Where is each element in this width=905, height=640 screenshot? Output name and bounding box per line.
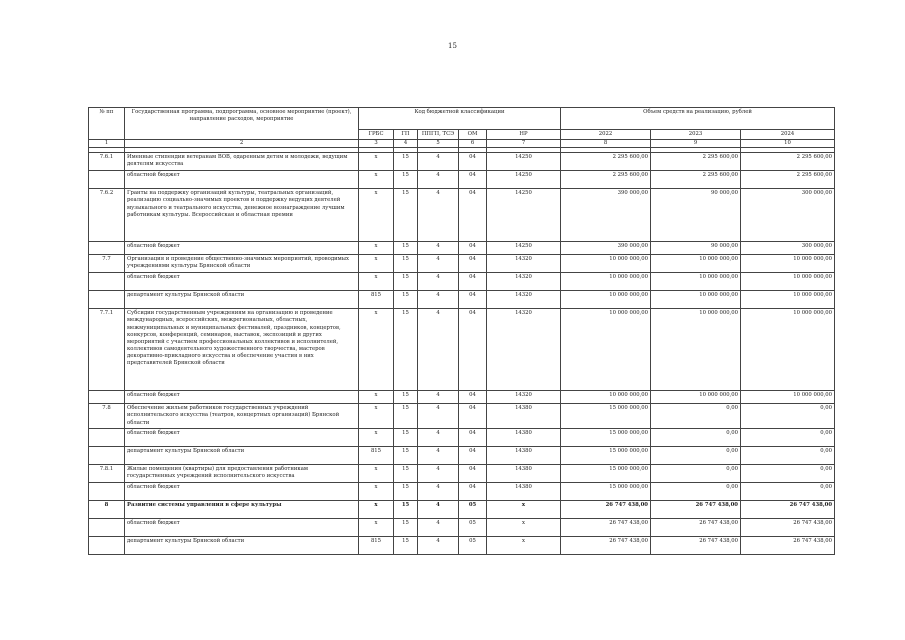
- cell-num: 7.7.1: [89, 309, 125, 391]
- cell-nr: х: [487, 518, 561, 536]
- cell-2024: 2 295 600,00: [741, 171, 835, 189]
- cell-ppgp: 4: [418, 404, 459, 428]
- cell-nr: х: [487, 500, 561, 518]
- cell-name: областной бюджет: [125, 242, 359, 255]
- header-kbk: Код бюджетной классификации: [359, 108, 561, 130]
- cell-nr: 14320: [487, 391, 561, 404]
- cell-2023: 90 000,00: [651, 242, 741, 255]
- cell-nr: 14320: [487, 291, 561, 309]
- header-2022: 2022: [561, 130, 651, 140]
- header-grbs: ГРБС: [359, 130, 394, 140]
- cell-grbs: х: [359, 404, 394, 428]
- cell-om: 05: [459, 500, 487, 518]
- cell-2023: 10 000 000,00: [651, 255, 741, 273]
- table-row: [89, 291, 835, 309]
- cell-grbs: х: [359, 518, 394, 536]
- index-cell: 3: [359, 140, 394, 148]
- budget-table: [88, 107, 835, 555]
- cell-num: [89, 428, 125, 446]
- cell-2024: 10 000 000,00: [741, 309, 835, 391]
- cell-gp: 15: [394, 242, 418, 255]
- cell-2022: 2 295 600,00: [561, 171, 651, 189]
- cell-nr: 14320: [487, 309, 561, 391]
- table-row: [89, 464, 835, 482]
- cell-2023: 26 747 438,00: [651, 518, 741, 536]
- cell-2024: 0,00: [741, 428, 835, 446]
- cell-name: Жилые помещения (квартиры) для предоставления работникам государственных учреждений исполнительского искусства: [125, 464, 359, 482]
- cell-2023: 10 000 000,00: [651, 309, 741, 391]
- cell-name: областной бюджет: [125, 518, 359, 536]
- cell-grbs: х: [359, 255, 394, 273]
- header-om: ОМ: [459, 130, 487, 140]
- cell-2024: 10 000 000,00: [741, 273, 835, 291]
- cell-ppgp: 4: [418, 428, 459, 446]
- cell-om: 04: [459, 464, 487, 482]
- cell-nr: 14250: [487, 242, 561, 255]
- cell-nr: х: [487, 536, 561, 554]
- column-index-row: [89, 140, 835, 148]
- cell-num: 7.8.1: [89, 464, 125, 482]
- cell-num: [89, 171, 125, 189]
- cell-om: 04: [459, 482, 487, 500]
- cell-2022: 10 000 000,00: [561, 391, 651, 404]
- table-row: [89, 482, 835, 500]
- cell-ppgp: 4: [418, 153, 459, 171]
- table-row: [89, 309, 835, 391]
- cell-name: департамент культуры Брянской области: [125, 291, 359, 309]
- cell-ppgp: 4: [418, 171, 459, 189]
- cell-grbs: х: [359, 242, 394, 255]
- cell-2024: 10 000 000,00: [741, 291, 835, 309]
- cell-2022: 390 000,00: [561, 242, 651, 255]
- cell-2023: 0,00: [651, 404, 741, 428]
- cell-grbs: х: [359, 153, 394, 171]
- cell-2024: 0,00: [741, 404, 835, 428]
- cell-num: 8: [89, 500, 125, 518]
- cell-2022: 15 000 000,00: [561, 482, 651, 500]
- cell-ppgp: 4: [418, 255, 459, 273]
- cell-gp: 15: [394, 273, 418, 291]
- cell-gp: 15: [394, 500, 418, 518]
- cell-ppgp: 4: [418, 518, 459, 536]
- table-row: [89, 391, 835, 404]
- cell-2022: 26 747 438,00: [561, 518, 651, 536]
- cell-ppgp: 4: [418, 464, 459, 482]
- cell-om: 04: [459, 404, 487, 428]
- index-cell: 9: [651, 140, 741, 148]
- cell-om: 04: [459, 291, 487, 309]
- cell-ppgp: 4: [418, 482, 459, 500]
- cell-nr: 14250: [487, 189, 561, 242]
- cell-gp: 15: [394, 309, 418, 391]
- cell-2024: 2 295 600,00: [741, 153, 835, 171]
- cell-2023: 90 000,00: [651, 189, 741, 242]
- cell-2022: 26 747 438,00: [561, 500, 651, 518]
- cell-gp: 15: [394, 291, 418, 309]
- cell-grbs: 815: [359, 291, 394, 309]
- cell-om: 04: [459, 171, 487, 189]
- cell-2022: 10 000 000,00: [561, 309, 651, 391]
- cell-grbs: х: [359, 482, 394, 500]
- cell-ppgp: 4: [418, 189, 459, 242]
- index-cell: 5: [418, 140, 459, 148]
- table-row: [89, 273, 835, 291]
- cell-num: [89, 446, 125, 464]
- index-cell: 7: [487, 140, 561, 148]
- cell-2022: 390 000,00: [561, 189, 651, 242]
- cell-2024: 0,00: [741, 482, 835, 500]
- table-row: [89, 242, 835, 255]
- cell-gp: 15: [394, 255, 418, 273]
- cell-name: Субсидии государственным учреждениям на организацию и проведение международных, всероссийских, межрегиональных, областных, межмуниципальных и муниципальных фестивалей, праздников, концертов, конкурсов, конференций, семинаров, выставок, экспозиций и других мероприятий с участием профессиональных коллективов и исполнителей, коллективов самодеятельного художественного творчества, мастеров декоративно-прикладного искусства и обеспечение участия в них представителей Брянской области: [125, 309, 359, 391]
- cell-om: 04: [459, 446, 487, 464]
- cell-om: 05: [459, 518, 487, 536]
- index-cell: 10: [741, 140, 835, 148]
- cell-2023: 0,00: [651, 446, 741, 464]
- cell-num: 7.7: [89, 255, 125, 273]
- header-gp: ГП: [394, 130, 418, 140]
- cell-2022: 2 295 600,00: [561, 153, 651, 171]
- header-2024: 2024: [741, 130, 835, 140]
- cell-gp: 15: [394, 518, 418, 536]
- cell-2023: 0,00: [651, 428, 741, 446]
- cell-gp: 15: [394, 482, 418, 500]
- cell-2024: 300 000,00: [741, 189, 835, 242]
- cell-gp: 15: [394, 536, 418, 554]
- cell-2022: 10 000 000,00: [561, 291, 651, 309]
- cell-om: 05: [459, 536, 487, 554]
- table-row: [89, 446, 835, 464]
- cell-ppgp: 4: [418, 291, 459, 309]
- cell-2024: 26 747 438,00: [741, 518, 835, 536]
- cell-2023: 2 295 600,00: [651, 171, 741, 189]
- table-row: [89, 171, 835, 189]
- cell-name: Развитие системы управления в сфере культуры: [125, 500, 359, 518]
- cell-name: Гранты на поддержку организаций культуры, театральных организаций, реализацию социально-значимых проектов и поддержку ведущих деятелей музыкального и театрального искусства, денежное вознаграждение лучшим работникам культуры. Всероссийская и областная премии: [125, 189, 359, 242]
- cell-name: областной бюджет: [125, 171, 359, 189]
- cell-grbs: х: [359, 171, 394, 189]
- table-header-row: [89, 108, 835, 130]
- cell-grbs: х: [359, 428, 394, 446]
- cell-2024: 0,00: [741, 446, 835, 464]
- cell-2023: 0,00: [651, 482, 741, 500]
- cell-nr: 14380: [487, 404, 561, 428]
- cell-grbs: х: [359, 189, 394, 242]
- cell-gp: 15: [394, 428, 418, 446]
- index-cell: 6: [459, 140, 487, 148]
- cell-2022: 15 000 000,00: [561, 446, 651, 464]
- cell-nr: 14380: [487, 446, 561, 464]
- cell-name: областной бюджет: [125, 482, 359, 500]
- cell-grbs: 815: [359, 536, 394, 554]
- cell-2023: 0,00: [651, 464, 741, 482]
- cell-grbs: 815: [359, 446, 394, 464]
- cell-nr: 14250: [487, 153, 561, 171]
- cell-2022: 26 747 438,00: [561, 536, 651, 554]
- index-cell: 4: [394, 140, 418, 148]
- cell-num: [89, 273, 125, 291]
- cell-2022: 10 000 000,00: [561, 255, 651, 273]
- cell-num: 7.6.2: [89, 189, 125, 242]
- cell-nr: 14320: [487, 255, 561, 273]
- header-nr: НР: [487, 130, 561, 140]
- cell-om: 04: [459, 391, 487, 404]
- index-cell: 8: [561, 140, 651, 148]
- cell-2024: 26 747 438,00: [741, 500, 835, 518]
- cell-om: 04: [459, 255, 487, 273]
- cell-om: 04: [459, 273, 487, 291]
- cell-num: 7.8: [89, 404, 125, 428]
- cell-om: 04: [459, 242, 487, 255]
- cell-2024: 10 000 000,00: [741, 255, 835, 273]
- cell-ppgp: 4: [418, 536, 459, 554]
- cell-gp: 15: [394, 464, 418, 482]
- cell-nr: 14380: [487, 464, 561, 482]
- cell-2024: 10 000 000,00: [741, 391, 835, 404]
- cell-gp: 15: [394, 189, 418, 242]
- table-row: [89, 189, 835, 242]
- cell-2023: 26 747 438,00: [651, 536, 741, 554]
- cell-name: Именные стипендии ветеранам ВОВ, одаренным детям и молодежи, ведущим деятелям искусства: [125, 153, 359, 171]
- index-cell: 1: [89, 140, 125, 148]
- cell-grbs: х: [359, 464, 394, 482]
- cell-ppgp: 4: [418, 391, 459, 404]
- cell-nr: 14380: [487, 482, 561, 500]
- header-name: Государственная программа, подпрограмма, основное мероприятие (проект), направление расходов, мероприятие: [125, 108, 359, 140]
- header-volume: Объем средств на реализацию, рублей: [561, 108, 835, 130]
- cell-2022: 15 000 000,00: [561, 428, 651, 446]
- header-ppgp: ППГП, ТСЭ: [418, 130, 459, 140]
- cell-grbs: х: [359, 273, 394, 291]
- header-num: № пп: [89, 108, 125, 140]
- cell-name: департамент культуры Брянской области: [125, 536, 359, 554]
- cell-num: [89, 518, 125, 536]
- table-row: [89, 255, 835, 273]
- cell-nr: 14380: [487, 428, 561, 446]
- cell-gp: 15: [394, 153, 418, 171]
- cell-ppgp: 4: [418, 273, 459, 291]
- cell-nr: 14250: [487, 171, 561, 189]
- table-row: [89, 404, 835, 428]
- cell-grbs: х: [359, 391, 394, 404]
- cell-2023: 2 295 600,00: [651, 153, 741, 171]
- cell-gp: 15: [394, 446, 418, 464]
- table-row: [89, 428, 835, 446]
- cell-2022: 15 000 000,00: [561, 404, 651, 428]
- table-row: [89, 518, 835, 536]
- cell-num: [89, 391, 125, 404]
- cell-2022: 15 000 000,00: [561, 464, 651, 482]
- page-number: 15: [448, 42, 457, 50]
- cell-gp: 15: [394, 391, 418, 404]
- table-row: [89, 536, 835, 554]
- cell-name: Организация и проведение общественно-значимых мероприятий, проводимых учреждениями культуры Брянской области: [125, 255, 359, 273]
- cell-name: Обеспечение жильем работников государственных учреждений исполнительского искусства (театров, концертных организаций) Брянской области: [125, 404, 359, 428]
- cell-om: 04: [459, 153, 487, 171]
- cell-2024: 26 747 438,00: [741, 536, 835, 554]
- cell-om: 04: [459, 189, 487, 242]
- cell-ppgp: 4: [418, 309, 459, 391]
- cell-ppgp: 4: [418, 446, 459, 464]
- cell-num: 7.6.1: [89, 153, 125, 171]
- cell-gp: 15: [394, 404, 418, 428]
- cell-name: департамент культуры Брянской области: [125, 446, 359, 464]
- cell-name: областной бюджет: [125, 391, 359, 404]
- index-cell: 2: [125, 140, 359, 148]
- table-row: [89, 500, 835, 518]
- cell-nr: 14320: [487, 273, 561, 291]
- cell-2024: 0,00: [741, 464, 835, 482]
- cell-num: [89, 482, 125, 500]
- cell-om: 04: [459, 428, 487, 446]
- cell-2023: 10 000 000,00: [651, 391, 741, 404]
- cell-ppgp: 4: [418, 500, 459, 518]
- cell-grbs: х: [359, 309, 394, 391]
- cell-2024: 300 000,00: [741, 242, 835, 255]
- cell-ppgp: 4: [418, 242, 459, 255]
- cell-2023: 26 747 438,00: [651, 500, 741, 518]
- cell-name: областной бюджет: [125, 273, 359, 291]
- cell-2023: 10 000 000,00: [651, 273, 741, 291]
- cell-num: [89, 536, 125, 554]
- cell-gp: 15: [394, 171, 418, 189]
- cell-2023: 10 000 000,00: [651, 291, 741, 309]
- cell-grbs: х: [359, 500, 394, 518]
- header-2023: 2023: [651, 130, 741, 140]
- cell-num: [89, 291, 125, 309]
- table-row: [89, 153, 835, 171]
- cell-name: областной бюджет: [125, 428, 359, 446]
- cell-num: [89, 242, 125, 255]
- cell-om: 04: [459, 309, 487, 391]
- cell-2022: 10 000 000,00: [561, 273, 651, 291]
